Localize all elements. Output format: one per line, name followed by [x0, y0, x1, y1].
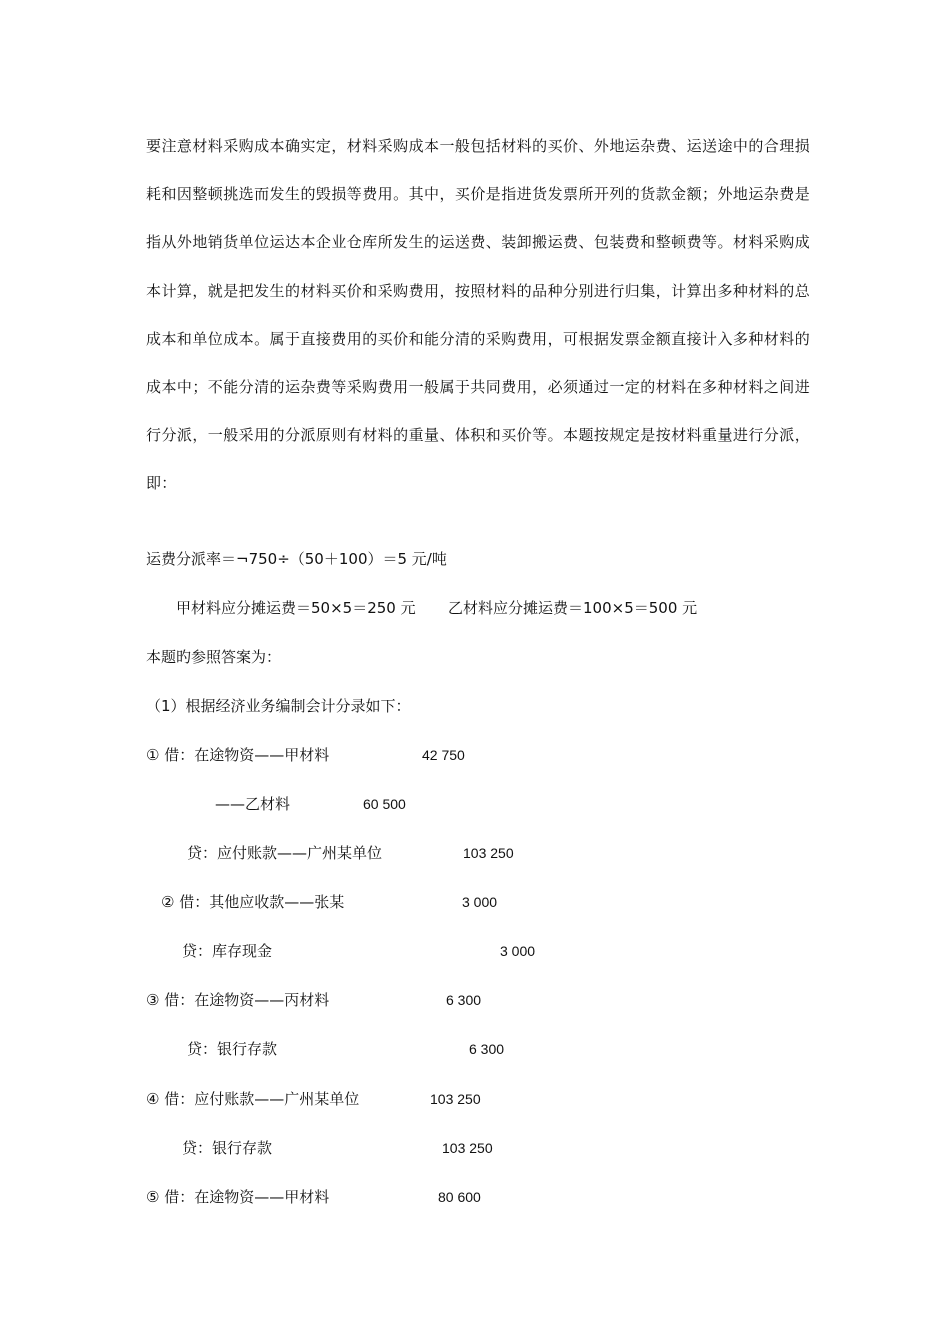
- body-paragraph: 要注意材料采购成本确实定，材料采购成本一般包括材料的买价、外地运杂费、运送途中的合理损耗和因整顿挑选而发生的毁损等费用。其中，买价是指进货发票所开列的货款金额；外地运杂费是指从外地销货单位运达本企业仓库所发生的运送费、装卸搬运费、包装费和整顿费等。材料采购成本计算，就是把发生的材料买价和采购费用，按照材料的品种分别进行归集，计算出多种材料的总成本和单位成本。属于直接费用的买价和能分清的采购费用，可根据发票金额直接计入多种材料的成本中；不能分清的运杂费等采购费用一般属于共同费用，必须通过一定的材料在多种材料之间进行分派，一般采用的分派原则有材料的重量、体积和买价等。本题按规定是按材料重量进行分派，即：: [146, 137, 810, 493]
- entry-5-debit-label: ⑤ 借：在途物资——甲材料: [146, 1188, 330, 1206]
- entry-3-debit-amount: 6 300: [446, 992, 482, 1008]
- entry-4-debit-label: ④ 借：应付账款——广州某单位: [146, 1090, 360, 1108]
- entry-1-credit-amount: 103 250: [463, 845, 514, 861]
- allocation-b: 乙材料应分摊运费＝100×5＝500 元: [448, 599, 698, 617]
- entry-5-debit-amount: 80 600: [438, 1189, 481, 1205]
- entry-1-debit2-amount: 60 500: [363, 796, 406, 812]
- entry-2-debit-amount: 3 000: [462, 894, 498, 910]
- entry-2-credit-label: 贷：库存现金: [182, 942, 273, 960]
- entry-4-credit-amount: 103 250: [442, 1140, 493, 1156]
- entry-3-credit-label: 贷：银行存款: [187, 1040, 278, 1058]
- entry-1-debit2-label: ——乙材料: [215, 795, 291, 813]
- allocation-a: 甲材料应分摊运费＝50×5＝250 元: [176, 599, 416, 617]
- answer-intro: 本题旳参照答案为：: [146, 648, 282, 666]
- entry-4-debit-amount: 103 250: [430, 1091, 481, 1107]
- part1-title: （1）根据经济业务编制会计分录如下：: [146, 697, 411, 715]
- entry-1-credit-label: 贷：应付账款——广州某单位: [187, 844, 383, 862]
- entry-3-debit-label: ③ 借：在途物资——丙材料: [146, 991, 330, 1009]
- freight-rate-formula: 运费分派率＝¬750÷（50＋100）＝5 元/吨: [146, 550, 447, 568]
- entry-3-credit-amount: 6 300: [469, 1041, 505, 1057]
- entry-2-credit-amount: 3 000: [500, 943, 536, 959]
- entry-2-debit-label: ② 借：其他应收款——张某: [161, 893, 345, 911]
- entry-1-debit-label: ① 借：在途物资——甲材料: [146, 746, 330, 764]
- entry-1-debit-amount: 42 750: [422, 747, 465, 763]
- entry-4-credit-label: 贷：银行存款: [182, 1139, 273, 1157]
